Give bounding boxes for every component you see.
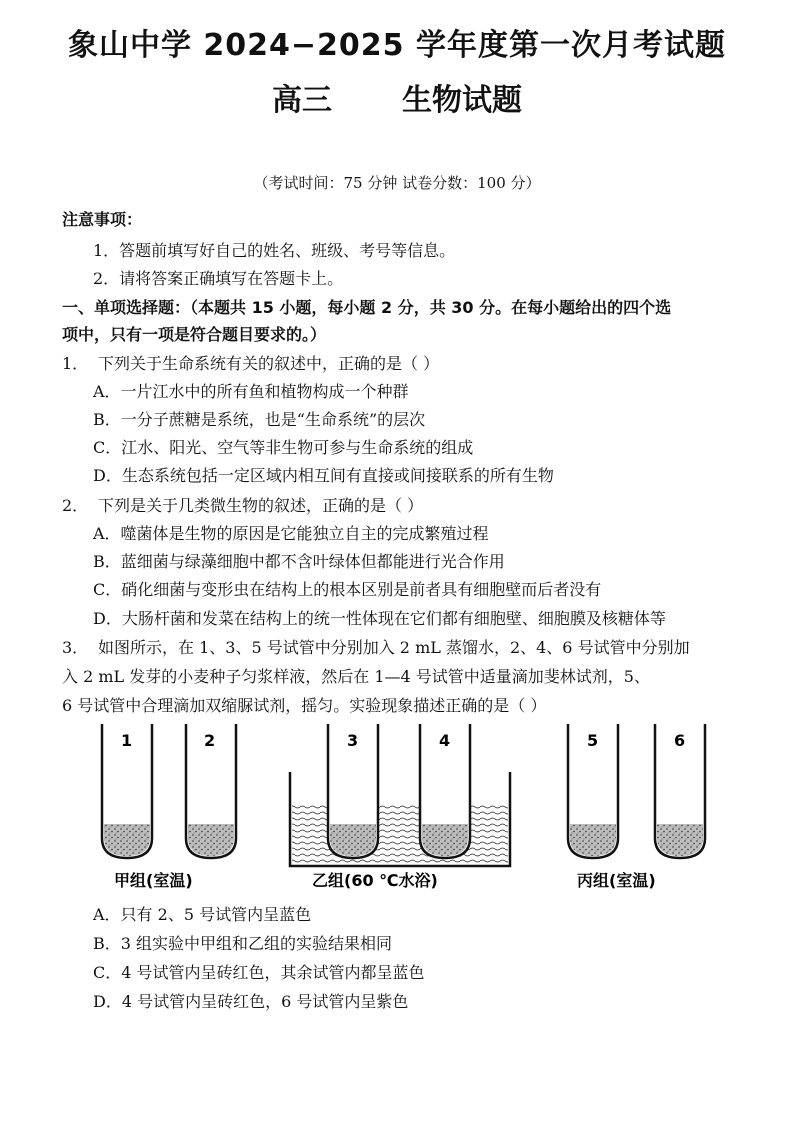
question-stem-cont: 6 号试管中合理滴加双缩脲试剂，摇匀。实验现象描述正确的是（ ）: [62, 696, 547, 715]
question-number: 3．: [62, 638, 89, 657]
tube-number: 1: [121, 731, 133, 750]
water-bath: [290, 772, 510, 866]
notice-item: 2．请将答案正确填写在答题卡上。: [93, 269, 344, 288]
exam-info: （考试时间：75 分钟 试卷分数：100 分）: [253, 174, 541, 192]
option-d: D．大肠杆菌和发菜在结构上的统一性体现在它们都有细胞壁、细胞膜及核糖体等: [93, 609, 666, 628]
tube-number: 4: [439, 731, 451, 750]
option-a: A．噬菌体是生物的原因是它能独立自主的完成繁殖过程: [93, 524, 489, 543]
question-number: 1．: [62, 354, 89, 373]
option-b: B．3 组实验中甲组和乙组的实验结果相同: [93, 934, 393, 953]
tube-number: 5: [587, 731, 599, 750]
exam-title: 象山中学 2024−2025 学年度第一次月考试题: [67, 28, 727, 63]
tube-number: 6: [674, 731, 686, 750]
option-a: A．一片江水中的所有鱼和植物构成一个种群: [93, 382, 409, 401]
question-stem: 下列是关于几类微生物的叙述，正确的是（ ）: [98, 496, 424, 515]
option-c: C．4 号试管内呈砖红色，其余试管内都呈蓝色: [93, 963, 425, 982]
tube-number: 3: [347, 731, 359, 750]
group-label: 丙组(室温): [577, 871, 656, 890]
section-title: 一、单项选择题：: [62, 298, 191, 317]
exam-subtitle: [0, 75, 794, 119]
test-tube-figure: [90, 720, 710, 890]
group-label: 甲组(室温): [114, 871, 193, 890]
question-stem: 下列关于生命系统有关的叙述中，正确的是（ ）: [98, 354, 440, 373]
option-d: D．4 号试管内呈砖红色，6 号试管内呈紫色: [93, 992, 409, 1011]
question-stem-cont: 入 2 mL 发芽的小麦种子匀浆样液，然后在 1—4 号试管中适量滴加斐林试剂，5、: [62, 667, 650, 686]
section-heading: [62, 295, 671, 318]
option-b: B．一分子蔗糖是系统，也是“生命系统”的层次: [93, 410, 426, 429]
section-instructions: （本题共 15 小题，每小题 2 分，共 30 分。在每小题给出的四个选: [190, 298, 672, 317]
section-instructions-cont: 项中，只有一项是符合题目要求的。）: [62, 325, 327, 344]
group-label: 乙组(60 ℃水浴): [312, 871, 438, 890]
notice-heading: 注意事项：: [62, 210, 143, 229]
subject-label: 生物试题: [402, 83, 522, 118]
notice-item: 1．答题前填写好自己的姓名、班级、考号等信息。: [93, 241, 456, 260]
grade-label: 高三: [272, 83, 332, 118]
option-c: C．江水、阳光、空气等非生物可参与生命系统的组成: [93, 438, 474, 457]
question-number: 2．: [62, 496, 89, 515]
option-b: B．蓝细菌与绿藻细胞中都不含叶绿体但都能进行光合作用: [93, 552, 505, 571]
option-c: C．硝化细菌与变形虫在结构上的根本区别是前者具有细胞壁而后者没有: [93, 580, 602, 599]
option-a: A．只有 2、5 号试管内呈蓝色: [93, 905, 312, 924]
question-stem: 如图所示，在 1、3、5 号试管中分别加入 2 mL 蒸馏水，2、4、6 号试管中分别加: [98, 638, 690, 657]
tube-number: 2: [204, 731, 216, 750]
option-d: D．生态系统包括一定区域内相互间有直接或间接联系的所有生物: [93, 466, 554, 485]
